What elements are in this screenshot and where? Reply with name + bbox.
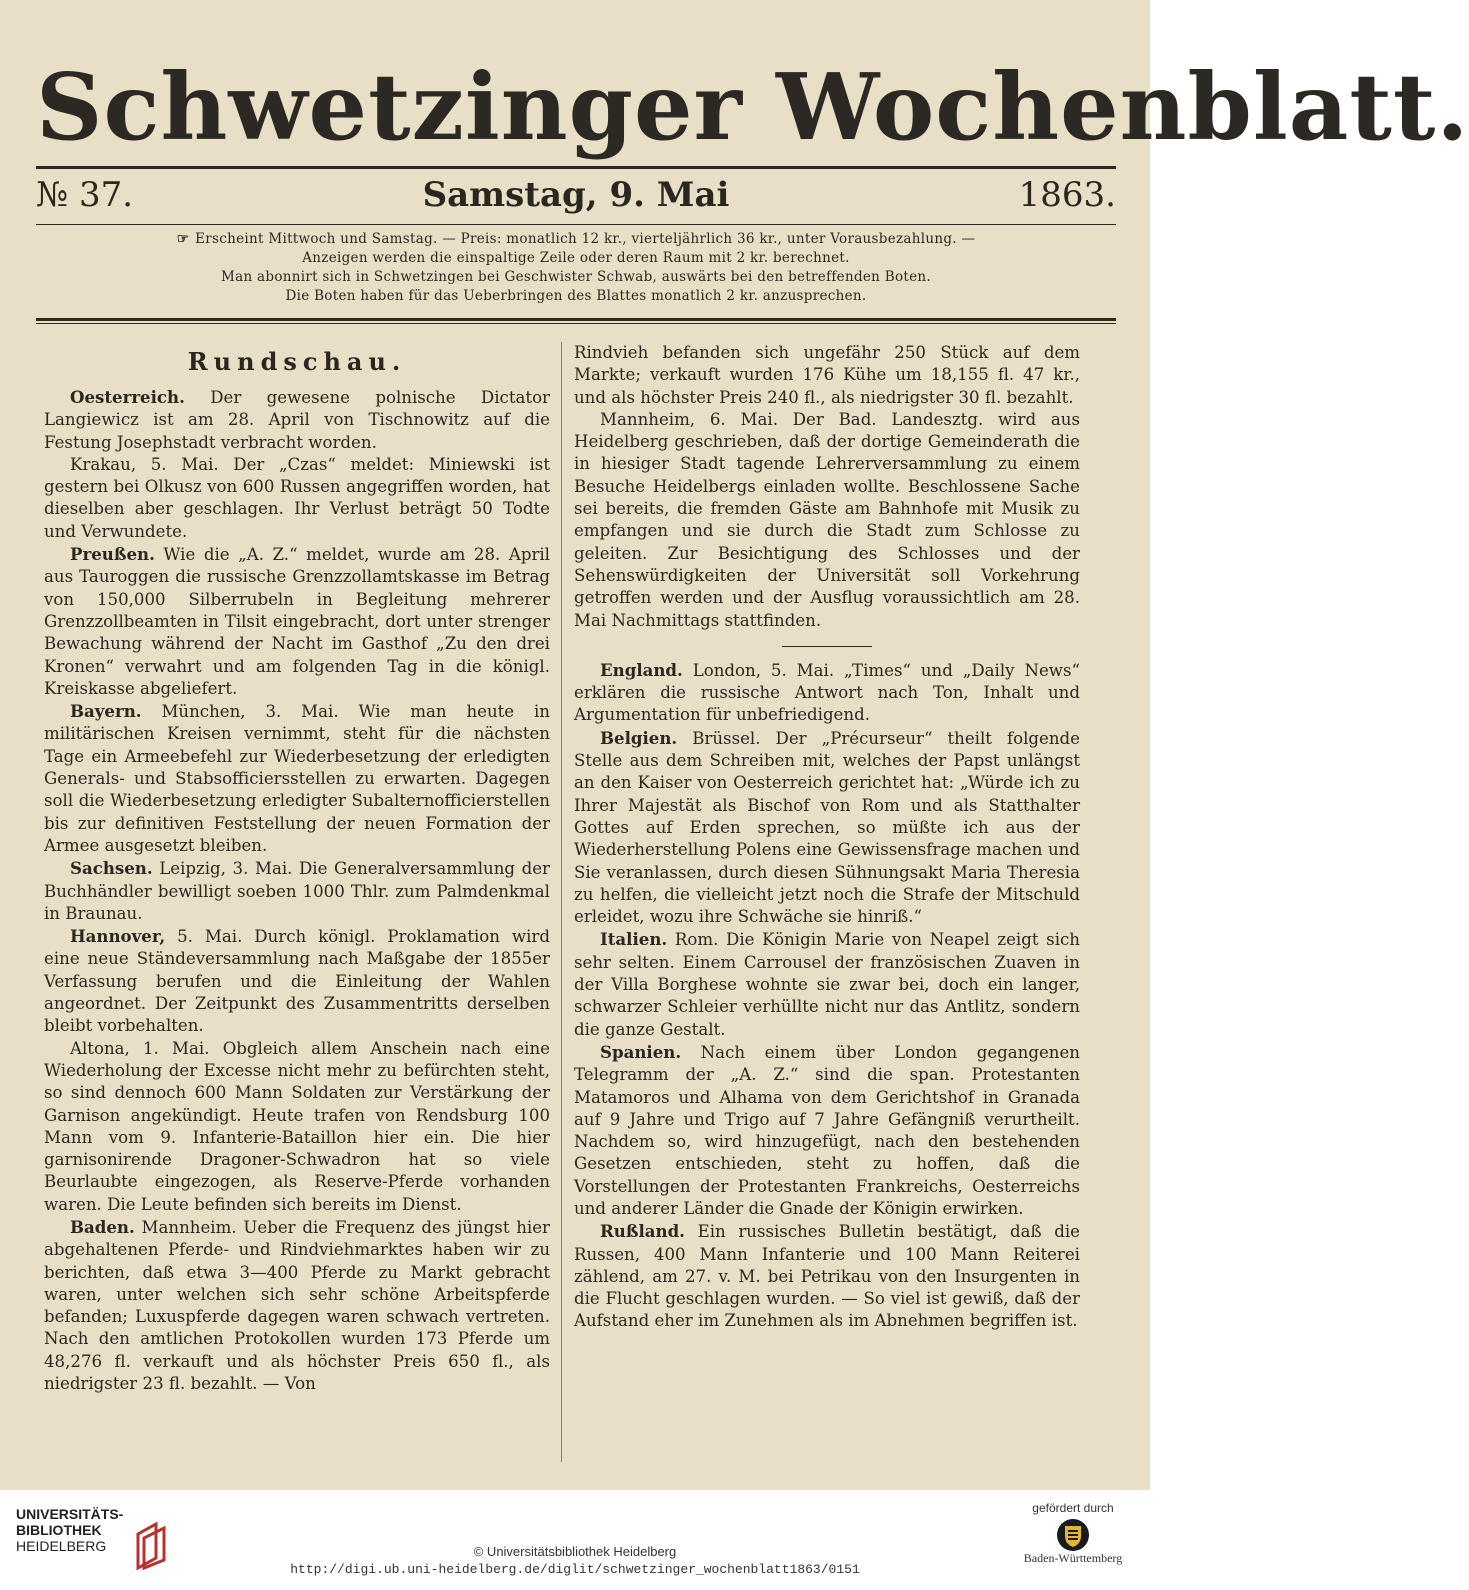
- info-line-3: Man abonnirt sich in Schwetzingen bei Geschwister Schwab, auswärts bei den betreffenden Boten.: [220, 269, 932, 285]
- ub-heidelberg-logo[interactable]: UNIVERSITÄTS- BIBLIOTHEK HEIDELBERG: [16, 1506, 176, 1566]
- article-hannover: Hannover, 5. Mai. Durch königl. Proklamation wird eine neue Ständeversammlung nach Maßgabe der 1855er Verfassung berufen und die Einleitung der Wahlen angeordnet. Der Zeitpunkt des Zusammentritts derselben bleibt vorbehalten.: [44, 926, 550, 1036]
- article-belgien: Belgien. Brüssel. Der „Précurseur“ theilt folgende Stelle aus dem Schreiben mit, welches der Papst unlängst an den Kaiser von Oesterreich gerichtet hat: „Würde ich zu Ihrer Majestät als Bischof von Rom und als Statthalter Gottes auf Erden sprechen, so müßte ich aus der Wiederherstellung Polens eine Gewissensfrage machen und Sie veranlassen, durch diesen Sühnungsakt Maria Theresia zu helfen, die vielleicht jetzt noch die Strafe der Mitschuld erleidet, wozu ihre Schwäche sie hinriß.“: [574, 727, 1080, 927]
- column-divider: [561, 342, 562, 1462]
- left-column: [44, 342, 550, 1466]
- info-line-4: Die Boten haben für das Ueberbringen des Blattes monatlich 2 kr. anzusprechen.: [285, 288, 867, 304]
- pointing-hand-icon: ☞: [176, 231, 190, 247]
- article-england: England. London, 5. Mai. „Times“ und „Daily News“ erklären die russische Antwort nach Ton, Inhalt und Argumentation für unbefriedigend.: [574, 659, 1080, 725]
- article-baden: Baden. Mannheim. Ueber die Frequenz des jüngst hier abgehaltenen Pferde- und Rindviehmarktes haben wir zu berichten, daß etwa 3—400 Pferde zu Markt gebracht waren, unter welchen sich sehr schöne Arbeitspferde befanden; Luxuspferde dagegen waren schwach vertreten. Nach den amtlichen Protokollen wurden 173 Pferde um 48,276 fl. verkauft und als höchster Preis 650 fl., als niedrigster 23 fl. bezahlt. — Von: [44, 1216, 550, 1394]
- funder-logo: gefördert durch Baden-Württemberg: [1023, 1501, 1123, 1565]
- info-line-2: Anzeigen werden die einspaltige Zeile oder deren Raum mit 2 kr. berechnet.: [302, 250, 850, 266]
- issue-number: № 37.: [36, 175, 134, 215]
- masthead-rule: [36, 166, 1116, 169]
- article-baden-cont: Rindvieh befanden sich ungefähr 250 Stück auf dem Markte; verkauft wurden 176 Kühe um 18,155 fl. 47 kr., und als höchster Preis 240 fl., als niedrigster 30 fl. bezahlt.: [574, 343, 1080, 407]
- article-spanien: Spanien. Nach einem über London gegangenen Telegramm der „A. Z.“ sind die span. Protestanten Matamoros und Alhama von dem Gerichtshof in Granada auf 9 Jahre und Trigo auf 7 Jahre Gefängniß verurtheilt. Nachdem so, wird hinzugefügt, nach den bestehenden Gesetzen entschieden, steht zu hoffen, daß die Vorstellungen der Protestanten Frankreichs, Oesterreichs und anderer Länder die Gnade der Königin erwirken.: [574, 1041, 1080, 1218]
- masthead-title: Schwetzinger Wochenblatt.: [36, 53, 1469, 161]
- article-sachsen: Sachsen. Leipzig, 3. Mai. Die Generalversammlung der Buchhändler bewilligt soeben 1000 Thlr. zum Palmdenkmal in Braunau.: [44, 858, 550, 923]
- issue-year: 1863.: [1018, 175, 1116, 215]
- article-italien: Italien. Rom. Die Königin Marie von Neapel zeigt sich sehr selten. Einem Carrousel der französischen Zuaven in der Villa Borghese wohnte sie zwar bei, doch ein langer, schwarzer Schleier verhüllte nicht nur das Antlitz, sondern die ganze Gestalt.: [574, 929, 1080, 1039]
- info-rule-top: [36, 318, 1116, 321]
- article-krakau: Krakau, 5. Mai. Der „Czas“ meldet: Miniewski ist gestern bei Olkusz von 600 Russen angegriffen worden, hat dieselben aber geschlagen. Ihr Verlust beträgt 50 Todte und Verwundete.: [44, 454, 550, 541]
- article-separator: [782, 646, 872, 647]
- baden-wuerttemberg-crest-icon: [1056, 1518, 1090, 1552]
- publication-info: [36, 230, 1116, 306]
- copyright-notice: © Universitätsbibliothek Heidelberg: [473, 1544, 677, 1559]
- article-preussen: Preußen. Wie die „A. Z.“ meldet, wurde am 28. April aus Tauroggen die russische Grenzzollamtskasse im Betrag von 150,000 Silberrubeln in Begleitung mehrerer Grenzzollbeamten in Tilsit eingebracht, dort unter strenger Bewachung während der Nacht im Gasthof „Zu den drei Kronen“ verwahrt und am folgenden Tag in die königl. Kreiskasse abgeliefert.: [44, 544, 550, 698]
- viewer-footer: [0, 1490, 1150, 1590]
- permalink[interactable]: http://digi.ub.uni-heidelberg.de/diglit/schwetzinger_wochenblatt1863/0151: [290, 1562, 860, 1577]
- section-heading: Rundschau.: [187, 347, 407, 376]
- info-line-1: ☞ Erscheint Mittwoch und Samstag. — Preis: monatlich 12 kr., vierteljährlich 36 kr., unter Vorausbezahlung. —: [176, 231, 976, 247]
- info-rule-bottom: [36, 323, 1116, 324]
- dateline-rule: [36, 224, 1116, 225]
- article-bayern: Bayern. München, 3. Mai. Wie man heute in militärischen Kreisen vernimmt, steht für die nächsten Tage ein Armeebefehl zur Wiederbesetzung der erledigten Generals- und Stabsofficiersstellen zu erwarten. Dagegen soll die Wiederbesetzung erledigter Subalternofficierstellen bis zur definitiven Feststellung der neuen Formation der Armee ausgesetzt bleiben.: [44, 701, 550, 855]
- article-altona: Altona, 1. Mai. Obgleich allem Anschein nach eine Wiederholung der Excesse nicht mehr zu befürchten steht, so sind dennoch 600 Mann Soldaten zur Verstärkung der Garnison angekündigt. Heute trafen von Rendsburg 100 Mann vom 9. Infanterie-Bataillon hier ein. Die hier garnisonirende Dragoner-Schwadron hat so viele Beurlaubte eingezogen, als Reserve-Pferde vorhanden waren. Die Leute befinden sich bereits im Dienst.: [44, 1038, 550, 1214]
- issue-date: Samstag, 9. Mai: [422, 175, 730, 215]
- article-oesterreich: Oesterreich. Der gewesene polnische Dictator Langiewicz ist am 28. April von Tischnowitz auf die Festung Josephstadt verbracht worden.: [44, 387, 550, 452]
- right-column: [574, 342, 1080, 1466]
- article-mannheim: Mannheim, 6. Mai. Der Bad. Landesztg. wird aus Heidelberg geschrieben, daß der dortige Gemeinderath die in hiesiger Stadt tagende Lehrerversammlung zu einem Besuche Heidelbergs einladen wollte. Beschlossene Sache sei bereits, die fremden Gäste am Bahnhofe mit Musik zu empfangen und sie durch die Stadt zum Schlosse zu geleiten. Zur Besichtigung des Schlosses und der Sehenswürdigkeiten der Universität soll Vorkehrung getroffen werden und der Ausflug voraussichtlich am 28. Mai Nachmittags stattfinden.: [574, 409, 1080, 630]
- article-russland: Rußland. Ein russisches Bulletin bestätigt, daß die Russen, 400 Mann Infanterie und 100 Mann Reiterei zählend, am 27. v. M. bei Petrikau von den Insurgenten in die Flucht geschlagen wurden. — So viel ist gewiß, daß der Aufstand eher im Zunehmen als im Abnehmen begriffen ist.: [574, 1221, 1080, 1331]
- dateline: [36, 170, 1116, 220]
